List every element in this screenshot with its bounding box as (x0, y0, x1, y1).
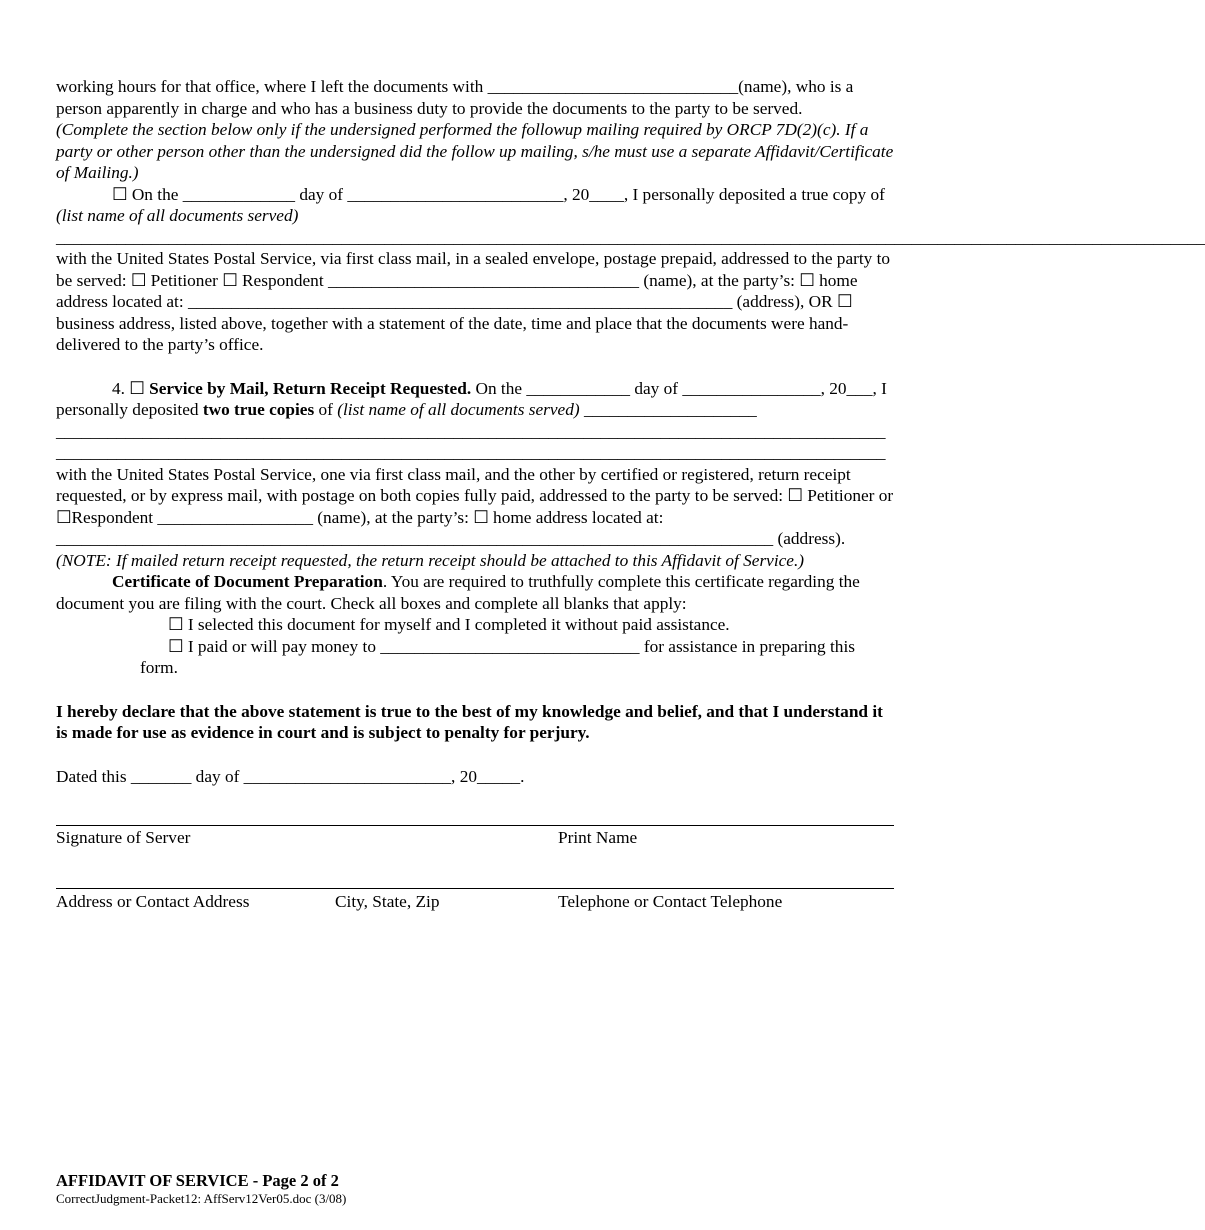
signature-line[interactable] (56, 825, 894, 826)
text: day of (191, 766, 244, 786)
documents-line-1[interactable]: ________________________________________________________________________________________________ (56, 421, 886, 441)
dated-line (56, 766, 894, 788)
text: (name), at the party’s: (312, 507, 474, 527)
petitioner-checkbox[interactable]: ☐ (787, 486, 803, 505)
documents-blank-2[interactable]: ________________________________________________________________________________ (513, 227, 1205, 247)
business-address-checkbox[interactable]: ☐ (836, 292, 853, 311)
followup-checkbox[interactable]: ☐ (112, 184, 128, 204)
text: , 20 (451, 766, 477, 786)
home-address-blank[interactable]: _______________________________________________________________ (187, 292, 733, 311)
text: business address, listed above, together with a statement of the date, time and place that the documents were hand-delivered to the party’s office. (56, 313, 849, 354)
home-address-blank[interactable]: ___________________________________________________________________________________ (56, 529, 774, 548)
text: , I personally deposited (56, 378, 887, 419)
respondent-checkbox[interactable]: ☐ (56, 507, 72, 527)
text: with the United States Postal Service, one via first class mail, and the other by certified or registered, return receipt requested, or by express mail, with postage on both copies fully paid, addressed to the party to be served: (56, 464, 851, 505)
text: Respondent (237, 270, 328, 290)
paid-assistance-checkbox[interactable]: ☐ (168, 636, 184, 656)
self-prepared-checkbox[interactable]: ☐ (168, 615, 184, 634)
text: , 20 (820, 378, 847, 398)
text: (name), at the party’s: (639, 270, 800, 290)
mail-return-receipt-checkbox[interactable]: ☐ (129, 378, 145, 398)
text: (name), who is a person apparently in charge and who has a business duty to provide the documents to the party to be served. (56, 77, 854, 118)
dated-day-blank[interactable]: _______ (130, 766, 192, 786)
documents-label: (list name of all documents served) (337, 400, 580, 419)
party-name-blank[interactable]: ____________________________________ (327, 270, 640, 290)
document-body (56, 76, 1205, 787)
certificate-option-1 (168, 614, 894, 636)
return-receipt-note: (NOTE: If mailed return receipt requested, the return receipt should be attached to this Affidavit of Service.) (56, 550, 805, 570)
print-name-label: Print Name (558, 828, 638, 847)
documents-label: (list name of all documents served) (56, 206, 299, 225)
perjury-declaration: I hereby declare that the above statement is true to the best of my knowledge and belief, and that I understand it is made for use as evidence in court and is subject to penalty for perjury. (56, 701, 883, 742)
petitioner-checkbox[interactable]: ☐ (130, 270, 147, 290)
assistance-provider-blank[interactable]: ______________________________ (380, 636, 640, 656)
respondent-checkbox[interactable]: ☐ (222, 270, 238, 290)
section-4 (56, 378, 894, 421)
text: (address). (773, 529, 846, 548)
text: day of (295, 184, 348, 204)
year-blank[interactable]: ___ (846, 378, 873, 398)
followup-mailing-instruction: (Complete the section below only if the undersigned performed the followup mailing required by ORCP 7D(2)(c). If a party or other person other than the undersigned did the follow up mailing, s/he must use a separate Affidavit/Certificate of Mailing.) (56, 120, 894, 182)
address-line[interactable] (56, 888, 894, 889)
month-blank[interactable]: _________________________ (347, 184, 564, 204)
text: with the United States Postal Service, via first class mail, in a sealed envelope, postage prepaid, addressed to the party to be served: (56, 249, 891, 290)
text: On the (127, 184, 183, 204)
spacer (56, 356, 894, 378)
text: home address located at: (56, 270, 858, 311)
dated-year-blank[interactable]: _____ (476, 766, 521, 786)
spacer (56, 679, 894, 701)
para-followup-mailing (56, 184, 1205, 356)
footer-filename: CorrectJudgment-Packet12: AffServ12Ver05.doc (3/08) (56, 1191, 347, 1206)
text: Petitioner (146, 270, 223, 290)
text: home address located at: (488, 507, 664, 527)
address-label: Address or Contact Address (56, 892, 250, 911)
section-number: 4. (112, 378, 130, 398)
year-blank[interactable]: ____ (589, 184, 624, 204)
text: of (314, 400, 338, 419)
day-blank[interactable]: ____________ (526, 378, 631, 398)
footer-title: AFFIDAVIT OF SERVICE - Page 2 of 2 (56, 1171, 339, 1190)
day-blank[interactable]: _____________ (182, 184, 296, 204)
city-state-zip-label: City, State, Zip (335, 892, 440, 911)
text: . (520, 766, 525, 786)
spacer (56, 744, 894, 766)
documents-line-2[interactable]: ________________________________________________________________________________________________ (56, 443, 886, 462)
section-title: Service by Mail, Return Receipt Requested. (144, 378, 472, 398)
text: Respondent (71, 507, 158, 527)
text: , 20 (563, 184, 590, 204)
text: Petitioner or (802, 486, 894, 505)
certificate-title: Certificate of Document Preparation (112, 572, 383, 591)
telephone-label: Telephone or Contact Telephone (558, 892, 783, 911)
text: Dated this (56, 766, 131, 786)
section-4-continued (56, 464, 894, 572)
text: working hours for that office, where I left the documents with (56, 77, 488, 96)
text: for assistance in preparing this form. (140, 636, 855, 677)
signature-of-server-label: Signature of Server (56, 828, 191, 847)
text: (address), OR (732, 292, 837, 311)
text: two true copies (202, 400, 315, 419)
home-address-checkbox[interactable]: ☐ (473, 507, 489, 527)
dated-month-blank[interactable]: ________________________ (243, 766, 452, 786)
page-footer (56, 1171, 346, 1206)
text: On the (471, 378, 527, 398)
documents-blank[interactable]: _____________________________________________________ (56, 227, 514, 247)
certificate-option-2 (140, 636, 894, 679)
name-blank-1[interactable]: _____________________________ (487, 77, 739, 96)
text: . You are required to truthfully complete this certificate regarding the document you are filing with the court. Check all boxes and complete all blanks that apply: (56, 572, 860, 613)
text: day of (630, 378, 683, 398)
text: , I personally deposited a true copy of (623, 184, 885, 204)
para-documents-left (56, 76, 894, 119)
certificate-paragraph (56, 571, 894, 614)
home-address-checkbox[interactable]: ☐ (799, 270, 815, 290)
text: I selected this document for myself and I completed it without paid assistance. (183, 615, 730, 634)
text: I paid or will pay money to (183, 636, 381, 656)
party-name-blank[interactable]: __________________ (157, 507, 313, 527)
documents-blank[interactable]: ____________________ (579, 400, 757, 419)
month-blank[interactable]: ________________ (682, 378, 821, 398)
